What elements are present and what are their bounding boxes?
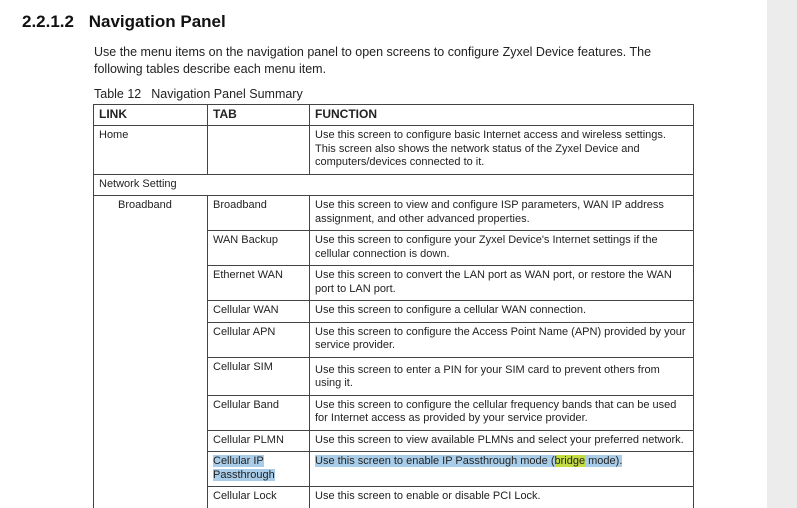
link-cell	[94, 395, 208, 430]
link-cell	[94, 322, 208, 357]
function-cell: Use this screen to configure the cellular frequency bands that can be used for Internet access as provided by your service provider.	[310, 395, 694, 430]
selected-function-text-end: mode).	[585, 455, 623, 467]
table-row	[94, 301, 694, 323]
link-cell	[94, 430, 208, 452]
section-heading	[22, 12, 226, 32]
table-row	[94, 266, 694, 301]
table-row	[94, 357, 694, 395]
table-row	[94, 487, 694, 508]
section-number: 2.2.1.2	[22, 12, 74, 31]
tab-cell: Ethernet WAN	[208, 266, 310, 301]
search-match-bridge: bridge	[554, 455, 586, 467]
function-cell: Use this screen to view available PLMNs and select your preferred network.	[310, 430, 694, 452]
table-row	[94, 231, 694, 266]
table-row	[94, 430, 694, 452]
function-cell	[310, 452, 694, 487]
link-cell	[94, 301, 208, 323]
table-caption-title: Navigation Panel Summary	[151, 87, 303, 101]
link-cell: Home	[94, 126, 208, 175]
tab-cell: Cellular SIM	[208, 357, 310, 395]
link-cell	[94, 357, 208, 395]
table-row	[94, 174, 694, 196]
tab-cell: Cellular PLMN	[208, 430, 310, 452]
tab-cell: Cellular APN	[208, 322, 310, 357]
tab-cell	[208, 452, 310, 487]
function-cell: Use this screen to view and configure ISP parameters, WAN IP address assignment, and other advanced properties.	[310, 196, 694, 231]
function-cell: Use this screen to configure the Access Point Name (APN) provided by your service provider.	[310, 322, 694, 357]
table-row	[94, 126, 694, 175]
function-cell: Use this screen to enter a PIN for your SIM card to prevent others from using it.	[310, 357, 694, 395]
selected-tab-text: Cellular IP Passthrough	[213, 455, 275, 481]
link-cell	[94, 231, 208, 266]
table-row	[94, 196, 694, 231]
table-row	[94, 395, 694, 430]
function-cell: Use this screen to configure a cellular WAN connection.	[310, 301, 694, 323]
function-cell: Use this screen to convert the LAN port as WAN port, or restore the WAN port to LAN port.	[310, 266, 694, 301]
header-tab: TAB	[208, 105, 310, 126]
tab-cell	[208, 126, 310, 175]
table-caption	[94, 87, 303, 101]
section-title: Navigation Panel	[88, 12, 226, 31]
link-cell: Network Setting	[94, 174, 694, 196]
tab-cell: Broadband	[208, 196, 310, 231]
viewer-scroll-gutter[interactable]	[767, 0, 797, 508]
function-cell: Use this screen to configure your Zyxel Device's Internet settings if the cellular connection is down.	[310, 231, 694, 266]
table-caption-label: Table 12	[94, 87, 142, 101]
table-header-row	[94, 105, 694, 126]
table-row	[94, 322, 694, 357]
tab-cell: WAN Backup	[208, 231, 310, 266]
function-cell: Use this screen to enable or disable PCI Lock.	[310, 487, 694, 508]
table-row-highlighted	[94, 452, 694, 487]
intro-paragraph: Use the menu items on the navigation panel to open screens to configure Zyxel Device features. The following tables describe each menu item.	[94, 45, 652, 76]
function-cell: Use this screen to configure basic Internet access and wireless settings. This screen also shows the network status of the Zyxel Device and computers/devices connected to it.	[310, 126, 694, 175]
link-cell	[94, 487, 208, 508]
selected-function-text-start: Use this screen to enable IP Passthrough mode (	[315, 455, 555, 467]
tab-cell: Cellular Lock	[208, 487, 310, 508]
link-cell: Broadband	[94, 196, 208, 231]
tab-cell: Cellular Band	[208, 395, 310, 430]
link-cell	[94, 266, 208, 301]
header-link: LINK	[94, 105, 208, 126]
header-function: FUNCTION	[310, 105, 694, 126]
tab-cell: Cellular WAN	[208, 301, 310, 323]
navigation-panel-table	[93, 104, 694, 508]
link-cell	[94, 452, 208, 487]
